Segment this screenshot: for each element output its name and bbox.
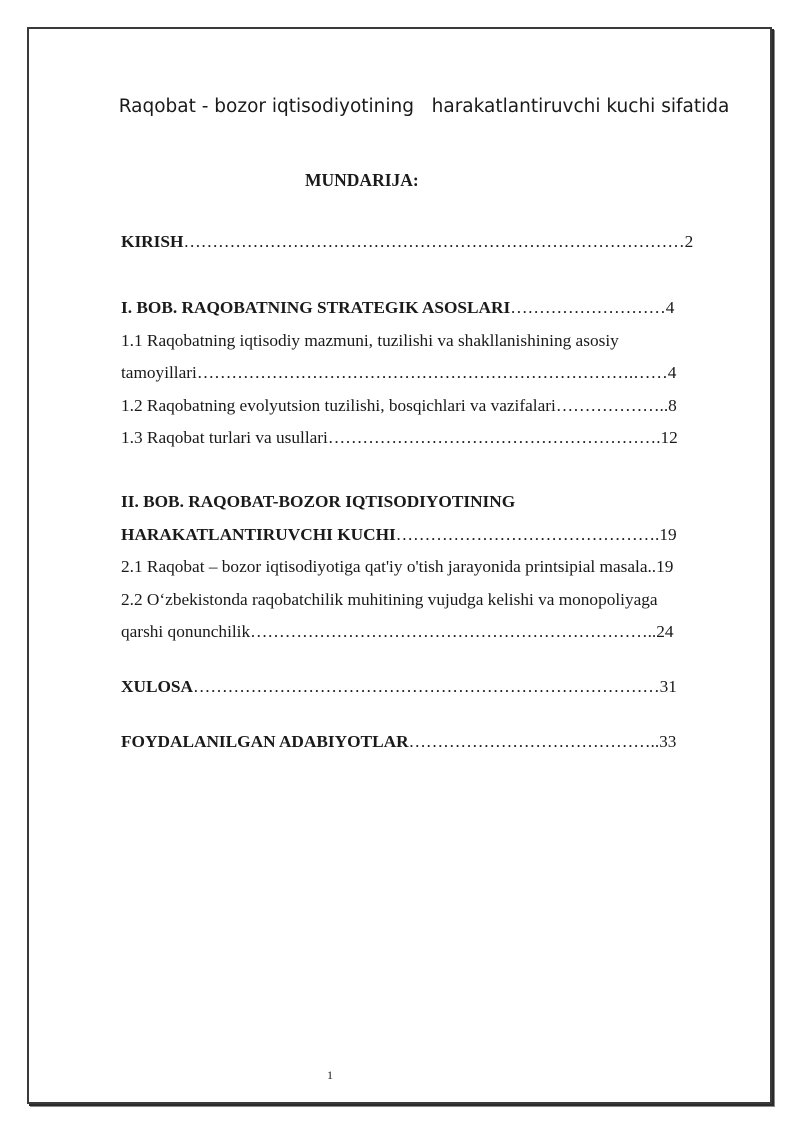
toc-leader: ……………………………………………………………………………	[183, 232, 685, 251]
toc-entry-bob1	[121, 297, 726, 319]
toc-page-number: 19	[656, 557, 674, 576]
toc-page-number: 2	[684, 232, 694, 251]
toc-leader: ………………………………………………………………………	[193, 677, 660, 696]
toc-entry-2-1	[121, 556, 726, 578]
toc-page-number: 31	[659, 677, 677, 696]
toc-entry-text: tamoyillari	[121, 363, 197, 382]
toc-leader: ……………………………………………………………..	[250, 622, 657, 641]
toc-entry-bob2-line1: II. BOB. RAQOBAT-BOZOR IQTISODIYOTINING	[121, 492, 516, 511]
toc-entry-label: FOYDALANILGAN ADABIYOTLAR	[121, 732, 409, 751]
toc-entry-2-2-line2	[121, 621, 726, 643]
toc-leader: ………………………………………………………………….……	[196, 363, 668, 382]
page-number: 1	[327, 1068, 333, 1082]
toc-entry-1-3	[121, 427, 726, 449]
toc-entry-text: 2.1 Raqobat – bozor iqtisodiyotiga qat'iy o'tish jarayonida printsipial masala..	[121, 557, 657, 576]
toc-entry-label: HARAKATLANTIRUVCHI KUCHI	[121, 525, 396, 544]
toc-leader: ………………..	[555, 396, 669, 415]
toc-entry-text: 1.2 Raqobatning evolyutsion tuzilishi, bosqichlari va vazifalari	[121, 396, 556, 415]
toc-entry-2-2-line1: 2.2 O‘zbekistonda raqobatchilik muhitining vujudga kelishi va monopoliyaga	[121, 590, 658, 609]
toc-entry-adabiyotlar	[121, 731, 726, 753]
toc-leader: ………………………	[510, 298, 666, 317]
toc-page-number: 19	[659, 525, 677, 544]
document-title: Raqobat - bozor iqtisodiyotining harakatlantiruvchi kuchi sifatida	[118, 96, 730, 117]
toc-entry-label: KIRISH	[121, 232, 184, 251]
toc-entry-bob2-line2	[121, 524, 726, 546]
toc-heading: MUNDARIJA:	[305, 170, 419, 190]
toc-page-number: 24	[656, 622, 674, 641]
toc-page-number: 8	[668, 396, 677, 415]
toc-page-number: 4	[667, 363, 677, 382]
toc-leader: ……………………………………….	[395, 525, 660, 544]
toc-entry-label: XULOSA	[121, 677, 194, 696]
toc-entry-1-1-line1: 1.1 Raqobatning iqtisodiy mazmuni, tuzilishi va shakllanishining asosiy	[121, 331, 619, 350]
toc-entry-text: 1.3 Raqobat turlari va usullari	[121, 428, 328, 447]
toc-entry-text: qarshi qonunchilik	[121, 622, 251, 641]
toc-entry-kirish	[121, 231, 726, 253]
toc-entry-xulosa	[121, 676, 726, 698]
toc-page-number: 12	[660, 428, 678, 447]
toc-leader: ……………………………………..	[408, 732, 660, 751]
toc-leader: ………………………………………………….	[327, 428, 661, 447]
toc-entry-1-1-line2	[121, 362, 726, 384]
toc-entry-label: I. BOB. RAQOBATNING STRATEGIK ASOSLARI	[121, 298, 511, 317]
toc-page-number: 33	[659, 732, 677, 751]
toc-page-number: 4	[665, 298, 675, 317]
toc-entry-1-2	[121, 395, 726, 417]
